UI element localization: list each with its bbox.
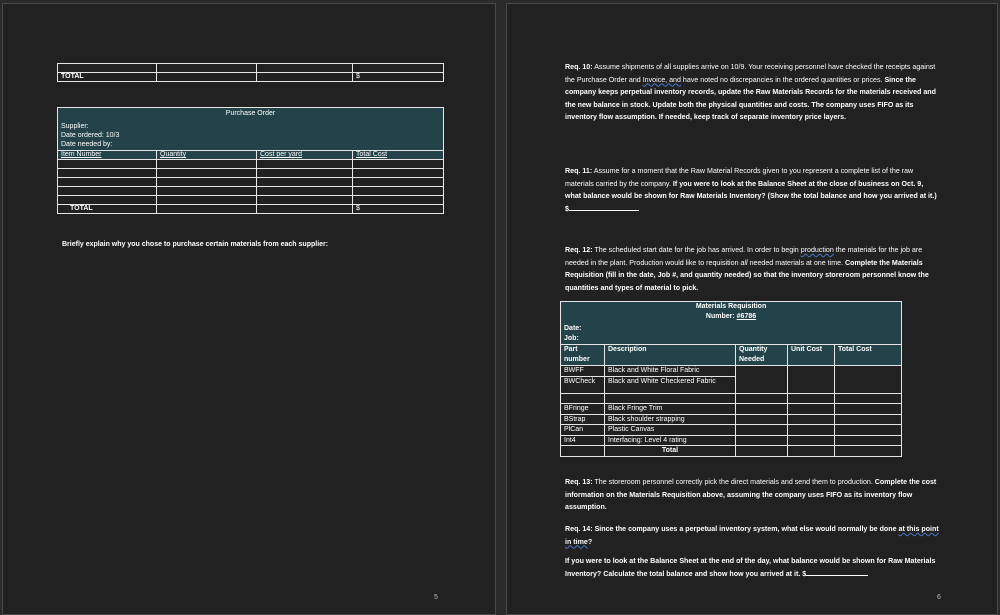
materials-requisition-table — [560, 301, 902, 457]
col-quantity-needed: Quantity Needed — [736, 345, 788, 366]
total-summary-table — [57, 63, 444, 82]
requisition-number: Number: #6786 — [705, 313, 757, 320]
requisition-total-label: Total — [605, 446, 736, 457]
po-total-label: TOTAL — [58, 205, 157, 214]
purchase-order-header — [58, 108, 444, 151]
total-label: TOTAL — [58, 73, 157, 82]
page-6 — [506, 3, 998, 615]
purchase-order-title: Purchase Order — [225, 110, 276, 117]
table-row — [58, 178, 444, 187]
date-needed: Date needed by: — [61, 141, 113, 148]
requisition-header — [561, 302, 902, 345]
col-part-number: Part number — [561, 345, 605, 366]
table-row — [58, 169, 444, 178]
table-row: PlCan Plastic Canvas — [561, 425, 902, 436]
table-row: BWCheck Black and White Checkered Fabric — [561, 376, 902, 393]
supplier-label: Supplier: — [61, 123, 89, 130]
table-row — [58, 187, 444, 196]
purchase-order-columns — [58, 151, 444, 160]
date-ordered: Date ordered: 10/3 — [61, 132, 120, 139]
page-number: 5 — [434, 594, 438, 601]
page-number: 6 — [937, 594, 941, 601]
col-item-number: Item Number — [58, 151, 157, 160]
answer-blank[interactable] — [806, 568, 868, 576]
table-row — [58, 196, 444, 205]
col-quantity: Quantity — [157, 151, 257, 160]
requisition-date: Date: — [564, 325, 582, 332]
req-14-paragraph: Req. 14: Since the company uses a perpetual inventory system, what else would normally be done at this point in time? — [565, 525, 939, 546]
table-row — [561, 393, 902, 404]
table-row — [58, 160, 444, 169]
req-11-paragraph: Req. 11: Assume for a moment that the Raw Material Records given to you represent a complete list of the raw materials carried by the company. If you were to look at the Balance Sheet at the close of business on Oct. 9, what balance would be shown for Raw Materials Inventory? (Show the total balance and how you arrived at it.) $ — [565, 167, 937, 213]
table-row: BFringe Black Fringe Trim — [561, 404, 902, 415]
col-description: Description — [605, 345, 736, 366]
purchase-order-table — [57, 107, 444, 214]
explain-prompt: Briefly explain why you chose to purchase certain materials from each supplier: — [62, 241, 329, 248]
table-row: Int4 Interfacing: Level 4 rating — [561, 435, 902, 446]
requisition-title: Materials Requisition — [695, 303, 767, 310]
req-13-paragraph: Req. 13: The storeroom personnel correctly pick the direct materials and send them to production. Complete the cost information on the Materials Requisition above, assuming the company uses FIFO as its inventory flow assumption. — [565, 478, 937, 512]
table-row — [561, 446, 902, 457]
req-12-paragraph: Req. 12: The scheduled start date for the job has arrived. In order to begin production the materials for the job are needed in the plant. Production would like to requisition all needed materials at one time. Complete the Materials Requisition (fill in the date, Job #, and quantity needed) so that the inventory storeroom personnel know the quantities and types of material to pick. — [565, 246, 929, 292]
table-row: BStrap Black shoulder strapping — [561, 414, 902, 425]
col-unit-cost: Unit Cost — [788, 345, 835, 366]
balance-question: If you were to look at the Balance Sheet at the end of the day, what balance would be shown for Raw Materials Inventory? Calculate the total balance and show how you arrived at it. $ — [565, 557, 936, 578]
requisition-job: Job: — [564, 335, 579, 342]
total-dollar: $ — [353, 73, 444, 82]
requisition-columns — [561, 345, 902, 366]
po-total-dollar: $ — [353, 205, 444, 214]
req-10-paragraph: Req. 10: Assume shipments of all supplies arrive on 10/9. Your receiving personnel have checked the receipts against the Purchase Order and Invoice, and have noted no discrepancies in the ordered quantities or prices. Since the company keeps perpetual inventory records, update the Raw Materials Records for the materials received and the new balance in stock. Update both the physical quantities and costs. The company uses FIFO as its inventory flow assumption. If needed, keep track of separate inventory price layers. — [565, 63, 936, 122]
col-total-cost: Total Cost — [353, 151, 444, 160]
answer-blank[interactable] — [569, 203, 639, 211]
table-row: BWFF Black and White Floral Fabric — [561, 366, 902, 377]
col-cost-per-yard: Cost per yard — [257, 151, 353, 160]
col-total-cost: Total Cost — [835, 345, 902, 366]
page-5 — [2, 3, 496, 615]
